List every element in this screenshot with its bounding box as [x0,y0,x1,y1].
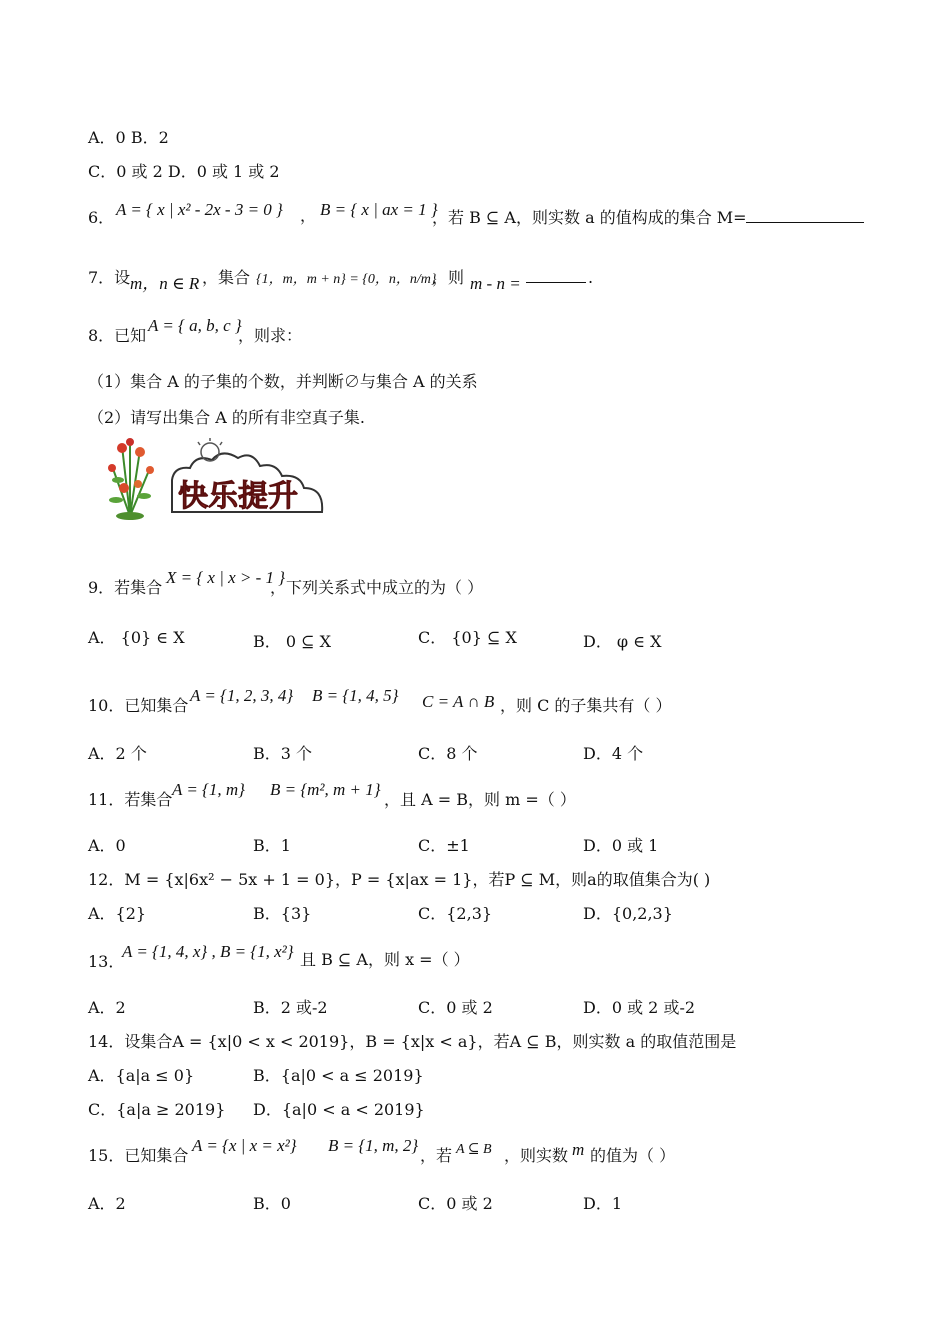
q8-number: 8．已知 [88,326,147,345]
flower-cloud-illustration [100,436,328,520]
q10-set-b: B = {1, 4, 5} [312,686,399,705]
q11-option-c: C．±1 [418,836,470,855]
q14-option-c: C．{a|a ≥ 2019} [88,1100,226,1119]
q6-sep: ， [300,206,317,225]
q11-option-d: D．0 或 1 [583,836,659,855]
q8-sub1: （1）集合 A 的子集的个数，并判断∅与集合 A 的关系 [88,372,478,391]
q13-option-c: C．0 或 2 [418,998,493,1017]
q15-text1: ，若 [420,1146,453,1165]
q13-number: 13． [88,952,125,971]
q7-number: 7．设 [88,268,131,287]
q6-text: ，若 B ⊆ A，则实数 a 的值构成的集合 M= [432,208,747,227]
q6-number: 6． [88,208,115,227]
q7-text2: ，则 [432,268,465,287]
q12-option-d: D．{0,2,3} [583,904,673,923]
q10-set-c: C = A ∩ B [422,692,495,711]
q15-var: m [572,1140,585,1159]
q9-number: 9．若集合 [88,578,163,597]
q14-text: 14．设集合A = {x|0 < x < 2019}，B = {x|x < a}，若A ⊆ B，则实数 a 的取值范围是 [88,1032,737,1051]
q15-text3: 的值为（ ） [590,1146,676,1165]
q15-option-d: D．1 [583,1194,623,1213]
q7-expr: m - n = [470,274,521,293]
q7-vars: m，n ∈ R [130,274,200,293]
q14-option-a: A．{a|a ≤ 0} [88,1066,195,1085]
q11-number: 11．若集合 [88,790,173,809]
q6-set-b: B = { x | ax = 1 } [320,200,438,219]
q15-number: 15．已知集合 [88,1146,189,1165]
q12-option-c: C．{2,3} [418,904,493,923]
q9-option-c: C． {0} ⊆ X [418,628,517,647]
q5-options-cd: C．0 或 2 D．0 或 1 或 2 [88,162,280,181]
q8-set-a: A = { a, b, c } [148,316,242,335]
q10-text: ，则 C 的子集共有（ ） [500,696,672,715]
q12-option-b: B．{3} [253,904,312,923]
q12-option-a: A．{2} [88,904,147,923]
q10-option-d: D．4 个 [583,744,644,763]
q9-option-a: A． {0} ∈ X [88,628,185,647]
flower-icon [108,438,154,520]
banner-text: 快乐提升 [178,479,298,514]
q7-text1: ，集合 [202,268,251,287]
banner-happy-improve [100,436,328,520]
q15-set-a: A = {x | x = x²} [192,1136,297,1155]
q11-option-b: B．1 [253,836,291,855]
q15-relation: A ⊆ B [456,1142,492,1157]
q11-set-a: A = {1, m} [172,780,245,799]
q7-end: . [588,268,594,287]
q6-answer-blank [746,208,864,223]
q13-option-d: D．0 或 2 或-2 [583,998,696,1017]
q13-sets: A = {1, 4, x} , B = {1, x²} [122,942,294,961]
q15-option-a: A．2 [88,1194,126,1213]
q9-set-x: X = { x | x > - 1 } [166,568,286,587]
q12-text: 12．M = {x|6x² − 5x + 1 = 0}，P = {x|ax = 1}，若P ⊆ M，则a的取值集合为( ) [88,870,711,889]
q11-option-a: A．0 [88,836,126,855]
q6-set-a: A = { x | x² - 2x - 3 = 0 } [116,200,283,219]
q10-option-b: B．3 个 [253,744,313,763]
q11-text: ，且 A = B，则 m =（ ） [384,790,576,809]
q10-number: 10．已知集合 [88,696,189,715]
q10-option-a: A．2 个 [88,744,147,763]
q11-set-b: B = {m², m + 1} [270,780,381,799]
q8-sub2: （2）请写出集合 A 的所有非空真子集. [88,408,365,427]
q13-option-a: A．2 [88,998,126,1017]
q15-option-c: C．0 或 2 [418,1194,493,1213]
q15-text2: ，则实数 [504,1146,569,1165]
q10-set-a: A = {1, 2, 3, 4} [190,686,294,705]
q10-option-c: C．8 个 [418,744,478,763]
q7-sets: {1，m，m + n} = {0，n，n/m} [256,272,437,287]
q13-option-b: B．2 或-2 [253,998,328,1017]
q13-text: 且 B ⊆ A，则 x =（ ） [300,950,470,969]
q9-option-b: B． 0 ⊆ X [253,632,331,651]
q5-options-ab: A．0 B．2 [88,128,169,147]
q7-answer-blank [526,268,586,283]
q14-option-b: B．{a|0 < a ≤ 2019} [253,1066,424,1085]
q9-text: ，下列关系式中成立的为（ ） [270,578,484,597]
q14-option-d: D．{a|0 < a < 2019} [253,1100,425,1119]
q15-set-b: B = {1, m, 2} [328,1136,419,1155]
q15-option-b: B．0 [253,1194,291,1213]
q8-text: ，则求： [238,326,303,345]
q9-option-d: D． φ ∈ X [583,632,662,651]
